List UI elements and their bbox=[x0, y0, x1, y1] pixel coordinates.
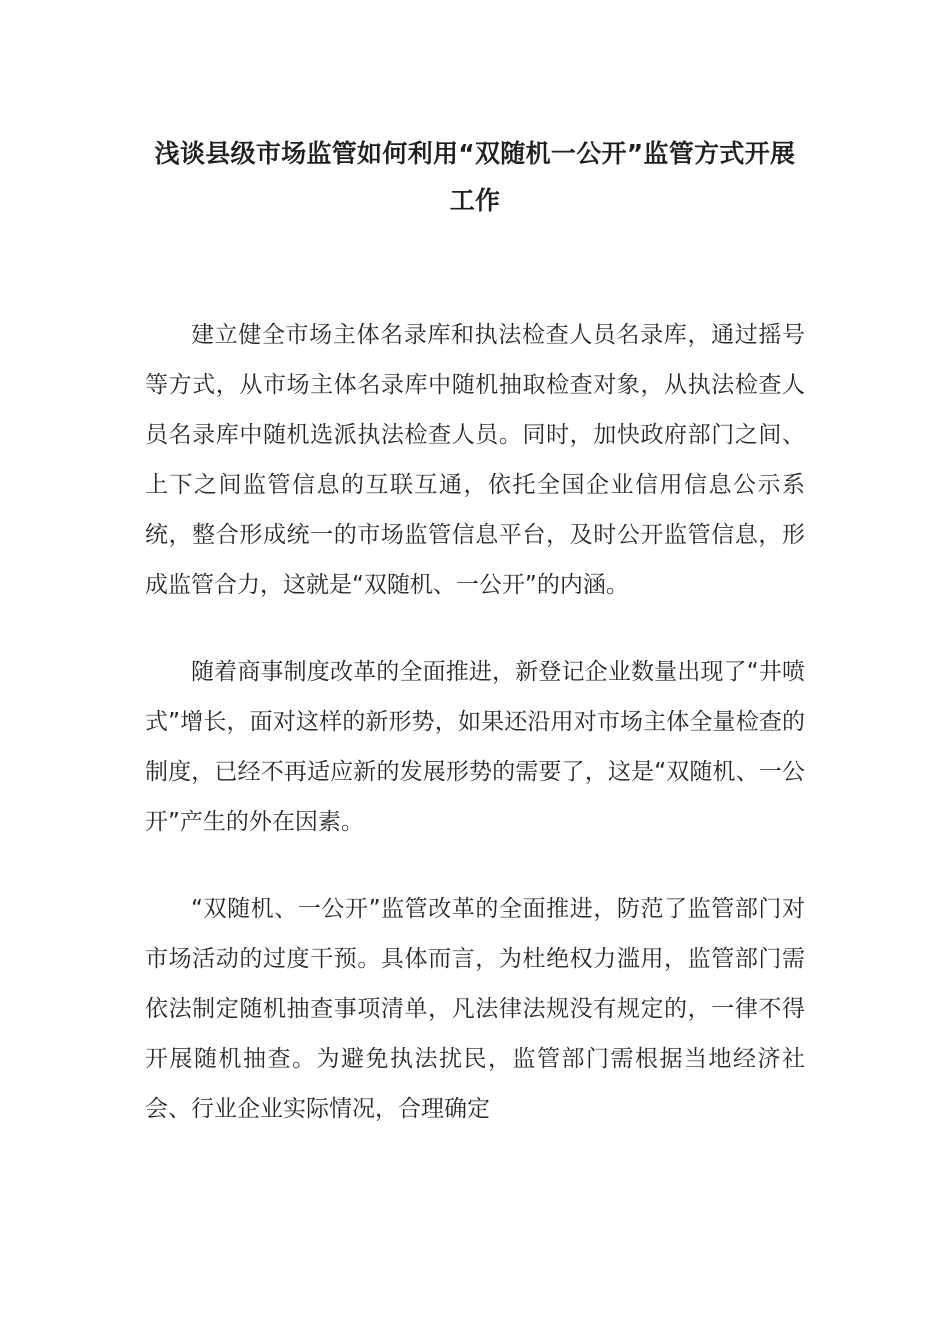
paragraph-1: 建立健全市场主体名录库和执法检查人员名录库，通过摇号等方式，从市场主体名录库中随机抽取检查对象，从执法检查人员名录库中随机选派执法检查人员。同时，加快政府部门之间、上下之间监管信息的互联互通，依托全国企业信用信息公示系统，整合形成统一的市场监管信息平台，及时公开监管信息，形成监管合力，这就是“双随机、一公开”的内涵。 bbox=[145, 322, 805, 598]
paragraph-3: “双随机、一公开”监管改革的全面推进，防范了监管部门对市场活动的过度干预。具体而言，为杜绝权力滥用，监管部门需依法制定随机抽查事项清单，凡法律法规没有规定的，一律不得开展随机抽查。为避免执法扰民，监管部门需根据当地经济社会、行业企业实际情况，合理确定 bbox=[145, 896, 805, 1122]
paragraph-2: 随着商事制度改革的全面推进，新登记企业数量出现了“井喷式”增长，面对这样的新形势，如果还沿用对市场主体全量检查的制度，已经不再适应新的发展形势的需要了，这是“双随机、一公开”产生的外在因素。 bbox=[145, 659, 805, 835]
document-body bbox=[145, 310, 805, 1134]
document-title: 浅谈县级市场监管如何利用“双随机一公开”监管方式开展工作 bbox=[154, 139, 796, 215]
